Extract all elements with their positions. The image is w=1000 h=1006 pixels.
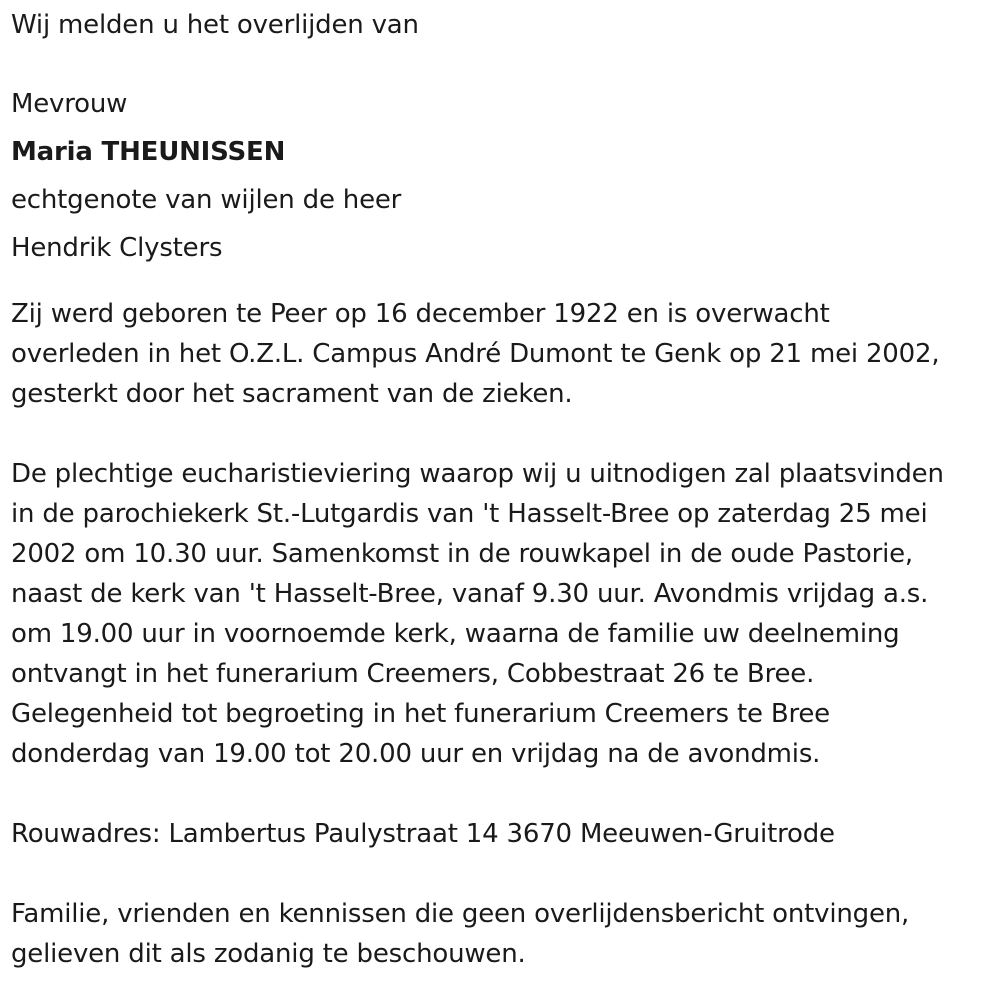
intro-text: Wij melden u het overlijden van <box>11 10 419 40</box>
spacer <box>11 774 991 814</box>
deceased-name: Maria THEUNISSEN <box>11 137 286 167</box>
paragraph-line: overleden in het O.Z.L. Campus André Dumont te Genk op 21 mei 2002, <box>11 339 940 369</box>
paragraph-line: Familie, vrienden en kennissen die geen overlijdensbericht ontvingen, <box>11 899 910 929</box>
spacer <box>11 854 991 894</box>
paragraph-line: gesterkt door het sacrament van de zieken. <box>11 379 573 409</box>
spouse-name: Hendrik Clysters <box>11 233 223 263</box>
paragraph-line: in de parochiekerk St.-Lutgardis van 't Hasselt-Bree op zaterdag 25 mei <box>11 499 928 529</box>
spacer <box>11 414 991 454</box>
spacer <box>11 50 991 80</box>
paragraph-line: om 19.00 uur in voornoemde kerk, waarna de familie uw deelneming <box>11 619 900 649</box>
birth-death-paragraph <box>11 294 991 414</box>
spacer <box>11 272 991 294</box>
paragraph-line: gelieven dit als zodanig te beschouwen. <box>11 939 526 969</box>
paragraph-line: naast de kerk van 't Hasselt-Bree, vanaf 9.30 uur. Avondmis vrijdag a.s. <box>11 579 929 609</box>
closing-paragraph <box>11 894 991 974</box>
salutation: Mevrouw <box>11 89 128 119</box>
death-notice <box>11 0 991 974</box>
paragraph-line: Zij werd geboren te Peer op 16 december 1922 en is overwacht <box>11 299 830 329</box>
paragraph-line: De plechtige eucharistieviering waarop wij u uitnodigen zal plaatsvinden <box>11 459 944 489</box>
mourning-address: Rouwadres: Lambertus Paulystraat 14 3670 Meeuwen-Gruitrode <box>11 819 835 849</box>
ceremony-paragraph <box>11 454 991 774</box>
paragraph-line: donderdag van 19.00 tot 20.00 uur en vrijdag na de avondmis. <box>11 739 821 769</box>
paragraph-line: Gelegenheid tot begroeting in het funerarium Creemers te Bree <box>11 699 830 729</box>
paragraph-line: 2002 om 10.30 uur. Samenkomst in de rouwkapel in de oude Pastorie, <box>11 539 913 569</box>
relation-text: echtgenote van wijlen de heer <box>11 185 402 215</box>
paragraph-line: ontvangt in het funerarium Creemers, Cobbestraat 26 te Bree. <box>11 659 815 689</box>
